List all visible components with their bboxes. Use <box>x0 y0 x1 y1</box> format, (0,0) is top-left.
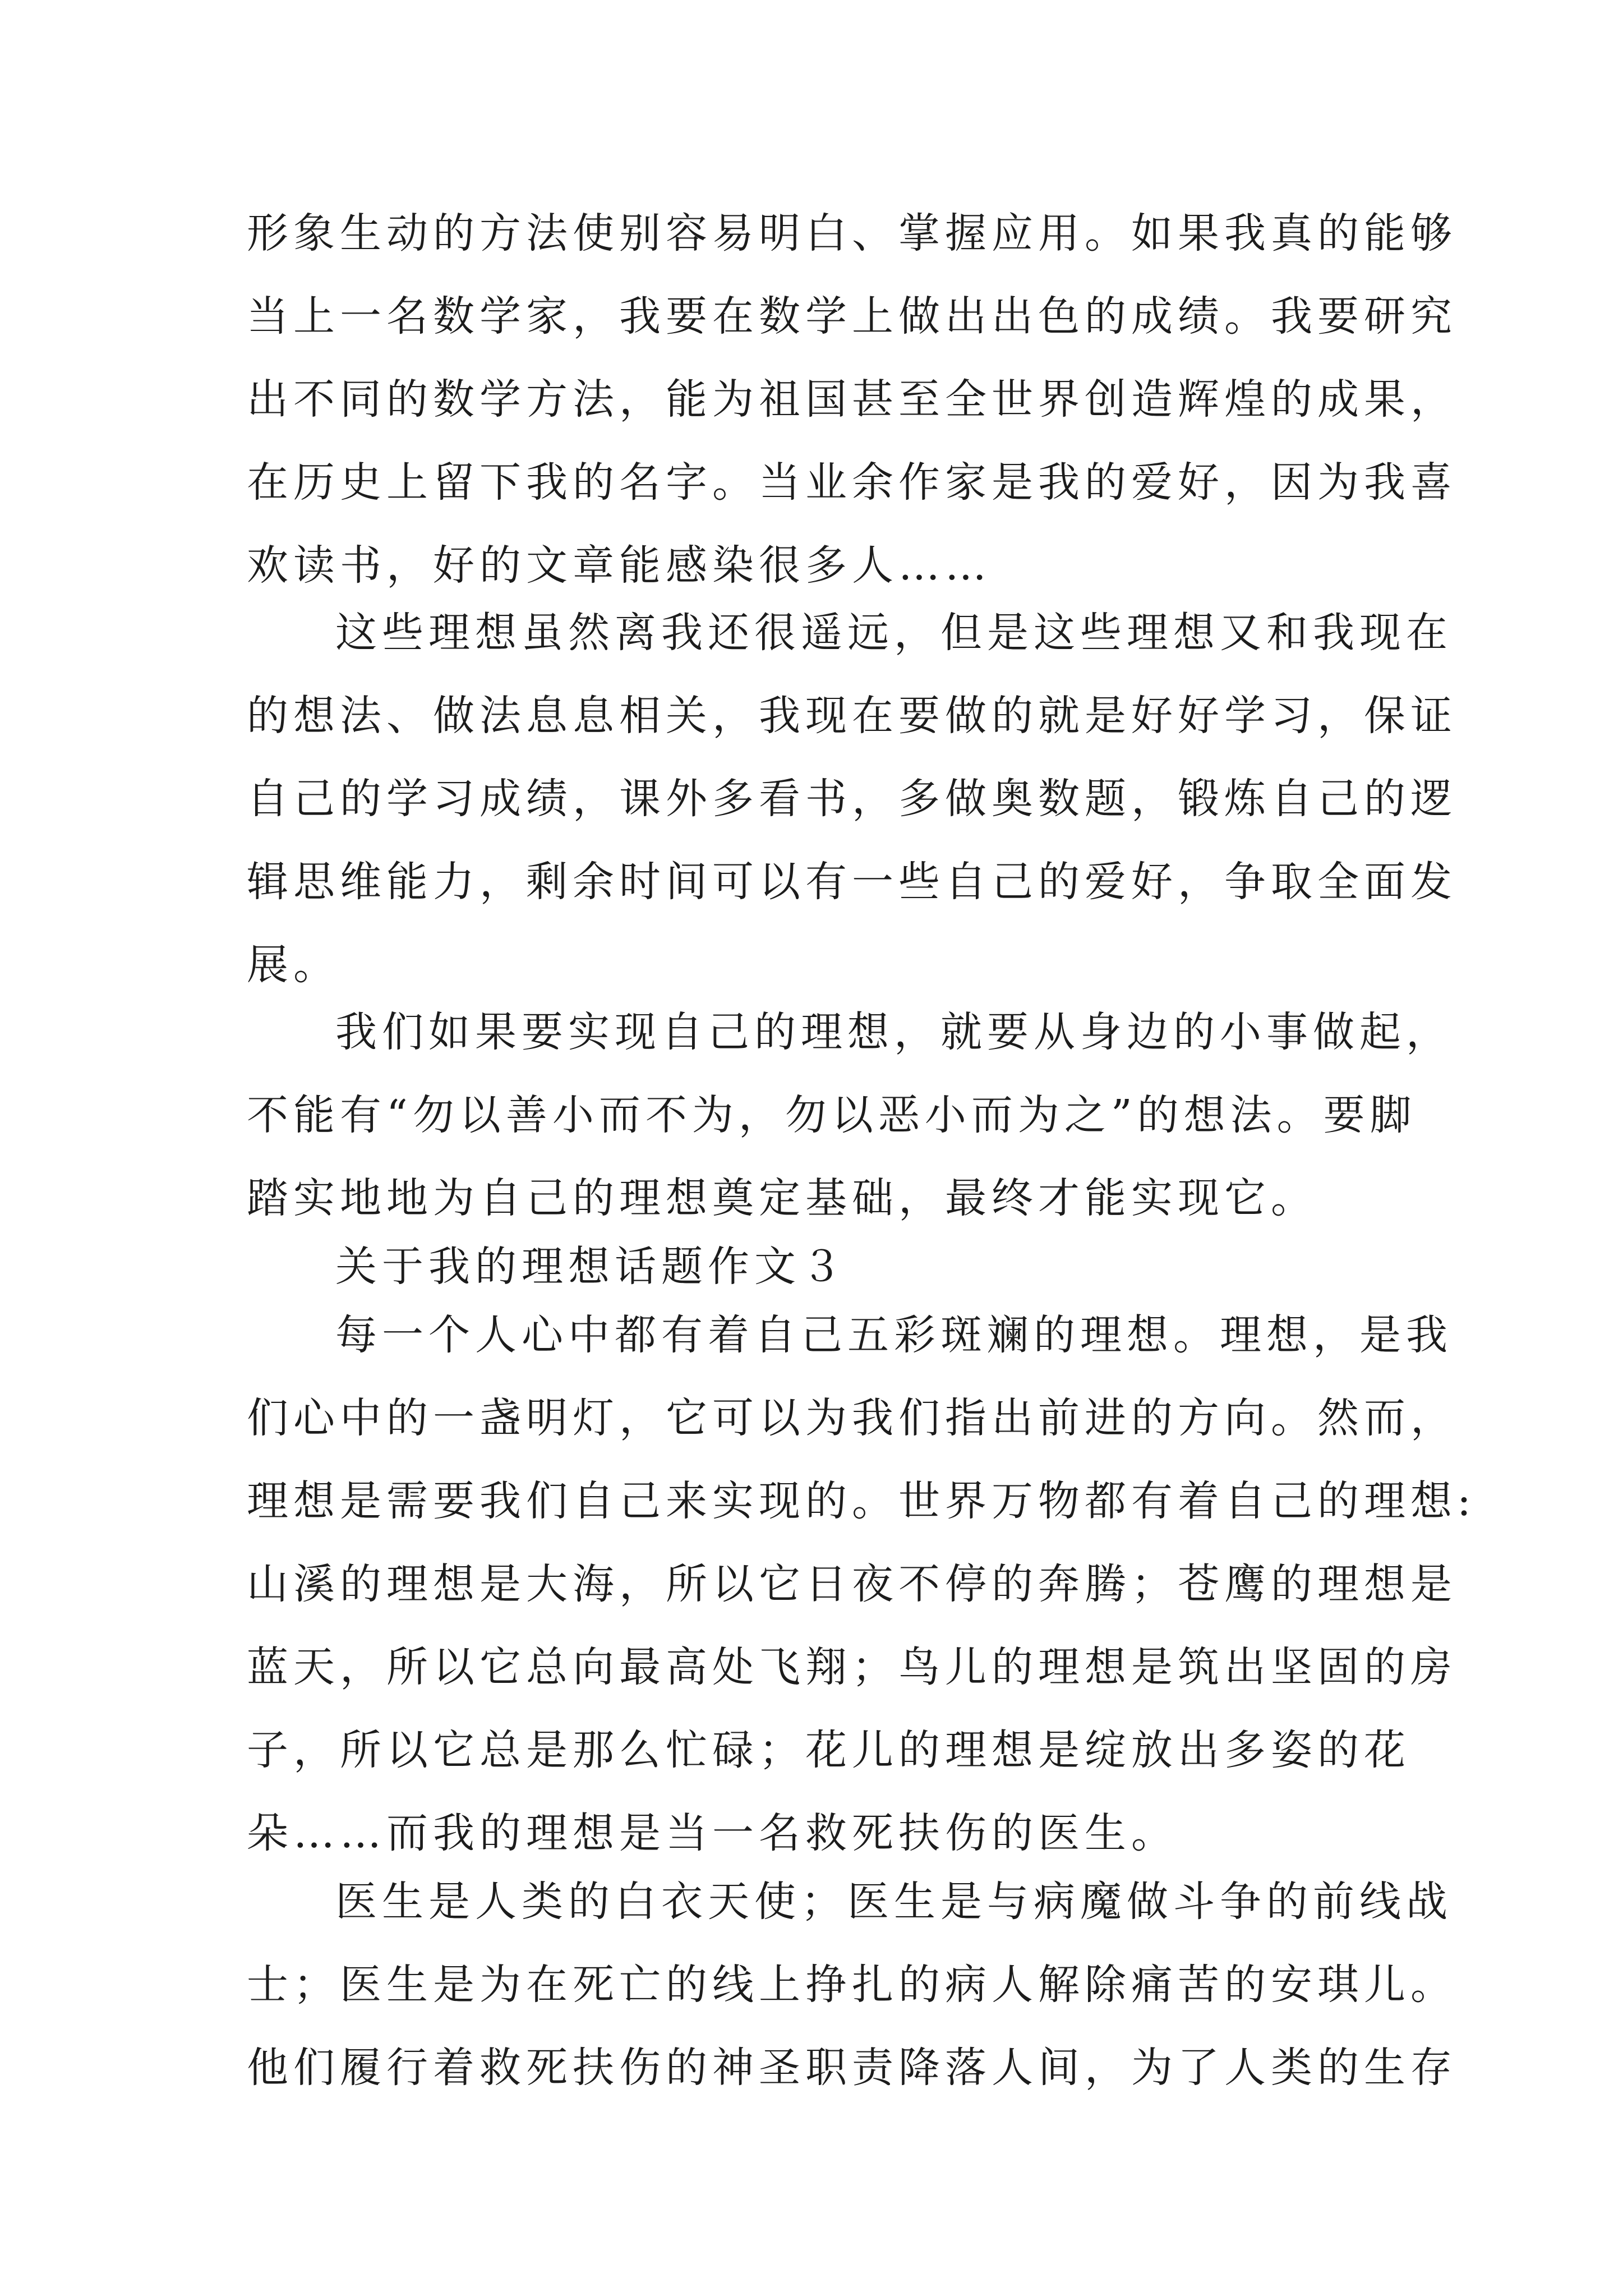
text-line: 不能有“勿以善小而不为，勿以恶小而为之”的想法。要脚 <box>247 1091 1417 1139</box>
text-line: 辑思维能力，剩余时间可以有一些自己的爱好，争取全面发 <box>247 858 1457 906</box>
text-line: 子，所以它总是那么忙碌；花儿的理想是绽放出多姿的花 <box>247 1726 1410 1774</box>
text-line: 他们履行着救死扶伤的神圣职责降落人间，为了人类的生存 <box>247 2044 1457 2092</box>
text-line: 形象生动的方法使别容易明白、掌握应用。如果我真的能够 <box>247 209 1457 257</box>
text-line: 出不同的数学方法，能为祖国甚至全世界创造辉煌的成果， <box>247 375 1457 424</box>
text-line: 在历史上留下我的名字。当业余作家是我的爱好，因为我喜 <box>247 458 1457 507</box>
text-line: 山溪的理想是大海，所以它日夜不停的奔腾；苍鹰的理想是 <box>247 1560 1457 1608</box>
text-line: 蓝天，所以它总向最高处飞翔；鸟儿的理想是筑出坚固的房 <box>247 1643 1457 1691</box>
text-line: 欢读书，好的文章能感染很多人…… <box>247 541 992 590</box>
text-line: 自己的学习成绩，课外多看书，多做奥数题，锻炼自己的逻 <box>247 775 1457 823</box>
text-line: 士；医生是为在死亡的线上挣扎的病人解除痛苦的安琪儿。 <box>247 1961 1457 2009</box>
text-line: 当上一名数学家，我要在数学上做出出色的成绩。我要研究 <box>247 292 1457 341</box>
paragraph-first-line: 这些理想虽然离我还很遥远，但是这些理想又和我现在 <box>335 609 1453 657</box>
text-line: 朵……而我的理想是当一名救死扶伤的医生。 <box>247 1809 1178 1857</box>
text-line: 的想法、做法息息相关，我现在要做的就是好好学习，保证 <box>247 692 1457 740</box>
section-heading: 关于我的理想话题作文３ <box>335 1243 847 1291</box>
text-line: 理想是需要我们自己来实现的。世界万物都有着自己的理想: <box>247 1477 1476 1525</box>
text-line: 们心中的一盏明灯，它可以为我们指出前进的方向。然而， <box>247 1394 1457 1442</box>
text-line: 踏实地地为自己的理想奠定基础，最终才能实现它。 <box>247 1174 1317 1222</box>
text-line: 展。 <box>247 941 340 989</box>
paragraph-first-line: 医生是人类的白衣天使；医生是与病魔做斗争的前线战 <box>335 1878 1453 1926</box>
paragraph-first-line: 每一个人心中都有着自己五彩斑斓的理想。理想，是我 <box>335 1311 1453 1359</box>
paragraph-first-line: 我们如果要实现自己的理想，就要从身边的小事做起， <box>335 1008 1453 1056</box>
